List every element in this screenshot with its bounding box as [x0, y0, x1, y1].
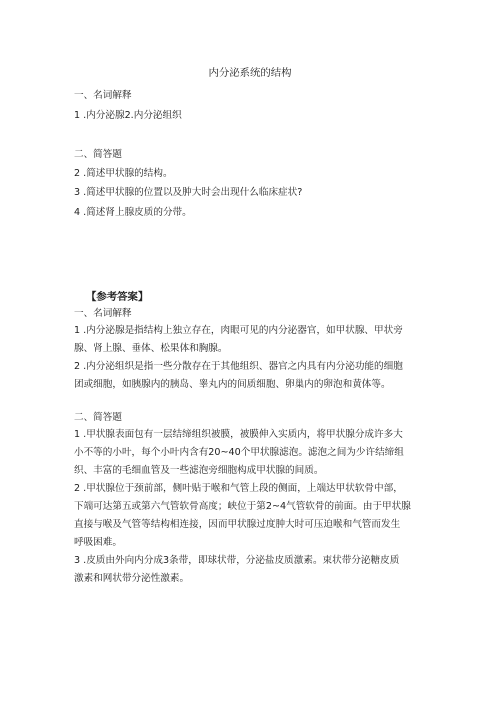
question-4: 4 .简述肾上腺皮质的分带。 [74, 207, 192, 218]
answer-term-1 [74, 322, 434, 358]
answer-short-3 [74, 552, 434, 588]
answer-term-1-line: 1 .内分泌腺是指结构上独立存在，肉眼可见的内分泌器官，如甲状腺、甲状旁 [74, 325, 403, 336]
answer-short-2-line: 2 .甲状腺位于颈前部，侧叶贴于喉和气管上段的侧面，上端达甲状软骨中部， [74, 483, 403, 494]
answer-term-2 [74, 358, 434, 394]
answer-short-3-line: 激素和网状带分泌性激素。 [74, 573, 190, 584]
answer-short-1-line: 1 .甲状腺表面包有一层结缔组织被膜，被膜伸入实质内，将甲状腺分成许多大 [74, 429, 403, 440]
answer-short-1-line: 小不等的小叶，每个小叶内含有20~40个甲状腺滤泡。滤泡之间为少许结缔组 [74, 447, 404, 458]
answer-term-2-line: 2 .内分泌组织是指一些分散存在于其他组织、器官之内具有内分泌功能的细胞 [74, 361, 403, 372]
page-title: 内分泌系统的结构 [208, 67, 292, 79]
answer-term-1-line: 腺、肾上腺、垂体、松果体和胸腺。 [74, 343, 228, 354]
question-section-heading-terms: 一、名词解释 [74, 90, 132, 101]
answer-short-1 [74, 426, 434, 480]
answer-heading: 【参考答案】 [86, 291, 149, 303]
answer-short-1-line: 织、丰富的毛细血管及一些滤泡旁细胞构成甲状腺的间质。 [74, 465, 324, 476]
answer-short-2-line: 下端可达第五或第六气管软骨高度；峡位于第2~4气管软骨的前面。由于甲状腺 [74, 501, 411, 512]
question-1: 1 .内分泌腺2.内分泌组织 [74, 110, 182, 121]
question-3: 3 .简述甲状腺的位置以及肿大时会出现什么临床症状? [74, 187, 303, 198]
answer-term-2-line: 团或细胞，如胰腺内的胰岛、睾丸内的间质细胞、卵巢内的卵泡和黄体等。 [74, 379, 391, 390]
answer-short-2-line: 直接与喉及气管等结构相连接，因而甲状腺过度肿大时可压迫喉和气管而发生 [74, 519, 401, 530]
answer-short-3-line: 3 .皮质由外向内分成3条带，即球状带，分泌盐皮质激素。束状带分泌糖皮质 [74, 555, 400, 566]
answer-short-2-line: 呼吸困难。 [74, 537, 122, 548]
question-2: 2 .简述甲状腺的结构。 [74, 168, 173, 179]
answer-section-heading-short: 二、简答题 [74, 412, 122, 423]
answer-section-heading-terms: 一、名词解释 [74, 308, 132, 319]
question-section-heading-short: 二、简答题 [74, 149, 122, 160]
answer-short-2 [74, 480, 434, 552]
